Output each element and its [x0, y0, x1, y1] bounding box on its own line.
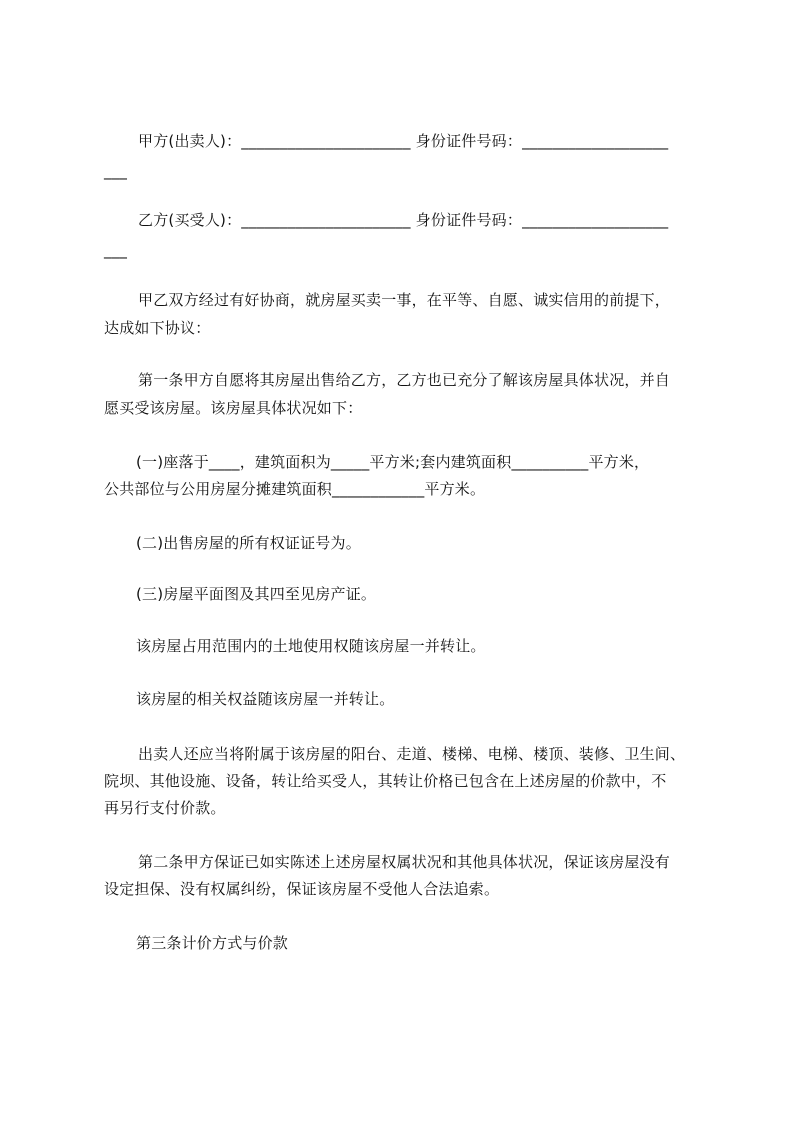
land-right-paragraph: 该房屋占用范围内的土地使用权随该房屋一并转让。 — [136, 637, 486, 655]
related-rights-paragraph: 该房屋的相关权益随该房屋一并转让。 — [136, 690, 395, 708]
article-2-line-1: 第二条甲方保证已如实陈述上述房屋权属状况和其他具体状况，保证该房屋没有 — [138, 853, 671, 871]
article-2-line-2: 设定担保、没有权属纠纷，保证该房屋不受他人合法追索。 — [104, 880, 500, 898]
article-3-heading: 第三条计价方式与价款 — [136, 934, 289, 952]
article-1-line-2: 愿买受该房屋。该房屋具体状况如下： — [104, 399, 363, 417]
item-2: (二)出售房屋的所有权证证号为。 — [136, 534, 361, 552]
intro-paragraph-line-2: 达成如下协议： — [104, 319, 211, 337]
intro-paragraph-line-1: 甲乙双方经过有好协商，就房屋买卖一事，在平等、自愿、诚实信用的前提下， — [138, 291, 671, 309]
party-b-line: 乙方(买受人)：______________________ 身份证件号码：___________________ — [138, 211, 669, 229]
item-3: (三)房屋平面图及其四至见房产证。 — [136, 585, 377, 603]
attachments-line-3: 再另行支付价款。 — [104, 799, 226, 817]
party-a-line-continuation: ___ — [104, 162, 128, 180]
item-1-line-1: (一)座落于____，建筑面积为_____平方米;套内建筑面积__________平方米， — [136, 453, 650, 471]
attachments-line-2: 院坝、其他设施、设备，转让给买受人，其转让价格已包含在上述房屋的价款中，不 — [104, 772, 667, 790]
party-a-line: 甲方(出卖人)：______________________ 身份证件号码：___________________ — [138, 132, 669, 150]
party-b-line-continuation: ___ — [104, 241, 128, 259]
attachments-line-1: 出卖人还应当将附属于该房屋的阳台、走道、楼梯、电梯、楼顶、装修、卫生间、 — [138, 745, 686, 763]
article-1-line-1: 第一条甲方自愿将其房屋出售给乙方，乙方也已充分了解该房屋具体状况，并自 — [138, 371, 671, 389]
item-1-line-2: 公共部位与公用房屋分摊建筑面积____________平方米。 — [104, 480, 486, 498]
